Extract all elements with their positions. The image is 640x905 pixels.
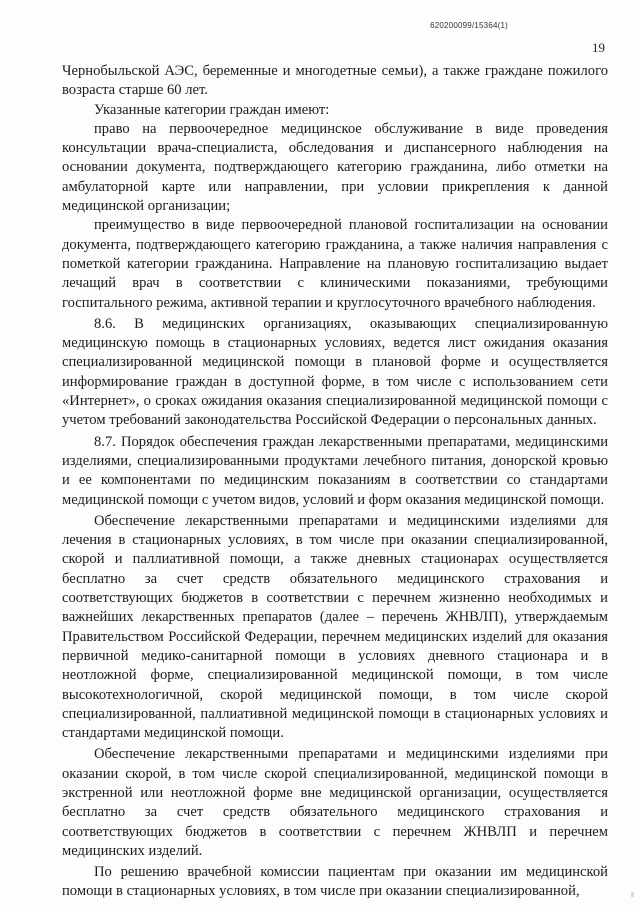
paragraph-right-priority-hospitalization: преимущество в виде первоочередной плановой госпитализации на основании документа, подтверждающего категорию гражданина, а также наличия направления с пометкой категории гражданина. Направление на плановую госпитализацию выдает лечащий врач в соответствии с клиническими показаниями, требующими госпитального режима, активной терапии и круглосуточного врачебного наблюдения. [62,217,608,311]
paragraph-commission-decision: По решению врачебной комиссии пациентам при оказании им медицинской помощи в стационарных условиях, в том числе при оказании специализированной, [62,864,608,900]
paragraph-continuation: Чернобыльской АЭС, беременные и многодетные семьи), а также граждане пожилого возраста старше 60 лет. [62,63,608,99]
paragraph-right-priority-service: право на первоочередное медицинское обслуживание в виде проведения консультации врача-специалиста, обследования и диспансерного наблюдения на основании документа, подтверждающего категорию гражданина, либо отметки на амбулаторной карте или направлении, при условии прикрепления к данной медицинской организации; [62,120,608,215]
document-body [62,62,608,902]
paragraph-section-8-7: 8.7. Порядок обеспечения граждан лекарственными препаратами, медицинскими изделиями, специализированными продуктами лечебного питания, донорской кровью и ее компонентами по медицинским показаниям в соответствии со стандартами медицинской помощи с учетом видов, условий и форм оказания медицинской помощи. [62,433,608,508]
paragraph-categories-intro: Указанные категории граждан имеют: [94,101,330,118]
page-number: 19 [592,40,605,55]
paragraph-inpatient-supply: Обеспечение лекарственными препаратами и медицинскими изделиями для лечения в стационарных условиях, в том числе при оказании специализированной, скорой и паллиативной помощи, а также дневных стационарах осуществляется бесплатно за счет средств обязательного медицинского страхования и соответствующих бюджетов в соответствии с перечнем жизненно необходимых и важнейших лекарственных препаратов (далее – перечень ЖНВЛП), утверждаемым Правительством Российской Федерации, перечнем медицинских изделий для оказания первичной медико-санитарной помощи в условиях дневного стационара и в неотложной форме, специализированной медицинской помощи, в том числе высокотехнологичной, скорой медицинской помощи, в том числе скорой специализированной, паллиативной медицинской помощи в стационарных условиях и стандартами медицинской помощи. [62,512,608,742]
document-id: 620200099/15364(1) [430,21,508,30]
scan-artifact [631,892,634,897]
paragraph-section-8-6: 8.6. В медицинских организациях, оказывающих специализированную медицинскую помощь в стационарных условиях, ведется лист ожидания оказания специализированной медицинской помощи в плановой форме и осуществляется информирование граждан в доступной форме, в том числе с использованием сети «Интернет», о сроках ожидания оказания специализированной медицинской помощи с учетом требований законодательства Российской Федерации о персональных данных. [62,315,608,429]
paragraph-emergency-supply: Обеспечение лекарственными препаратами и медицинскими изделиями при оказании скорой, в том числе скорой специализированной, медицинской помощи в экстренной или неотложной форме вне медицинской организации, осуществляется бесплатно за счет средств обязательного медицинского страхования и соответствующих бюджетов в соответствии с перечнем ЖНВЛП и перечнем медицинских изделий. [62,746,608,859]
